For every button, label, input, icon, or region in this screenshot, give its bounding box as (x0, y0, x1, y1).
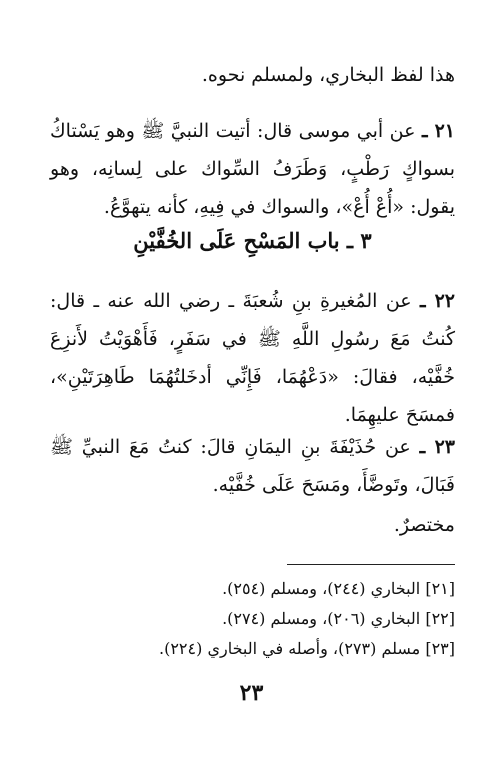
chapter-heading: ٣ ـ باب المَسْحِ عَلَى الخُفَّيْنِ (133, 228, 372, 253)
footnotes (50, 574, 455, 664)
hadith-22-text: عن المُغيرةِ بنِ شُعبَةَ ـ رضي الله عنه ـ قال: كُنتُ مَعَ رسُولِ اللَّهِ ﷺ في سَفَرٍ، فَأَهْوَيْتُ لأَنزِعَ خُفَّيْه، فقالَ: «دَعْهُمَا، فَإِنِّي أدخَلتُهُمَا طَاهِرَتَيْنِ»، فمسَحَ عليهِمَا. (50, 290, 455, 426)
hadith-22-number: ٢٢ ـ (420, 290, 456, 312)
footnote-23: [٢٣] مسلم (٢٧٣)، وأصله في البخاري (٢٢٤). (159, 639, 455, 658)
footnote-21: [٢١] البخاري (٢٤٤)، ومسلم (٢٥٤). (222, 579, 455, 598)
page-number: ٢٣ (239, 680, 264, 706)
closing-text: مختصرٌ. (393, 514, 455, 536)
hadith-23-text: عن حُذَيْفَةَ بنِ اليمَانِ قالَ: كنتُ مَعَ النبيِّ ﷺ فَبَالَ، وتَوضَّأَ، ومَسَحَ عَلَى خُفَّيْه. (50, 436, 455, 496)
hadith-21-text: عن أبي موسى قال: أتيت النبيَّ ﷺ وهو يَسْتاكُ بسواكٍ رَطْبٍ، وَطَرَفُ السِّواك على لِسانِه، وهو يقول: «أُعْ أُعْ»، والسواك في فِيهِ، كأنه يتهوَّعُ. (50, 120, 455, 218)
hadith-22 (50, 282, 455, 434)
closing-line (50, 506, 455, 544)
hadith-23 (50, 428, 455, 504)
footnote-separator (287, 564, 455, 565)
hadith-23-number: ٢٣ ـ (419, 436, 455, 458)
footnote-22: [٢٢] البخاري (٢٠٦)، ومسلم (٢٧٤). (222, 609, 455, 628)
intro-text: هذا لفظ البخاري، ولمسلم نحوه. (201, 64, 455, 86)
hadith-21-number: ٢١ ـ (421, 120, 455, 142)
hadith-21 (50, 112, 455, 226)
intro-line (50, 56, 455, 94)
